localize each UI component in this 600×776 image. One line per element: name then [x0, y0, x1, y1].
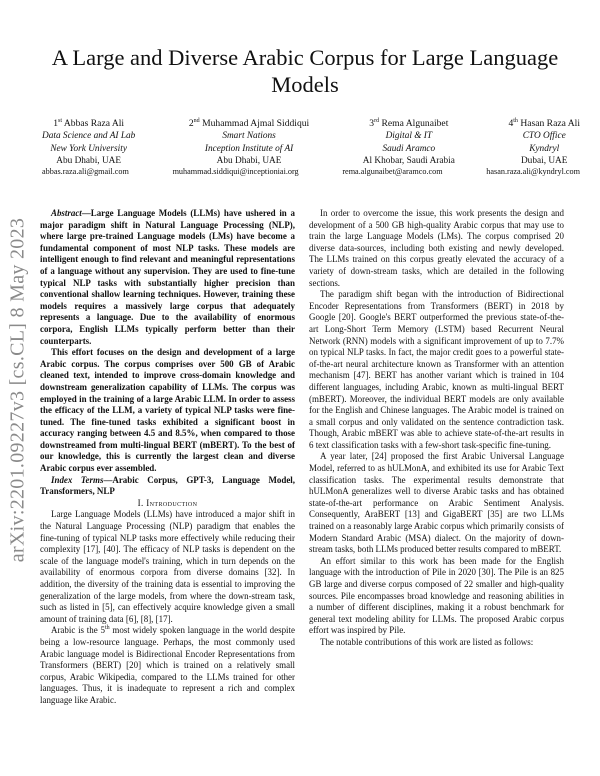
author-name: Muhammad Ajmal Siddiqui: [202, 118, 310, 129]
author-location: Al Khobar, Saudi Arabia: [362, 156, 455, 167]
arxiv-identifier: arXiv:2201.09227v3 [cs.CL] 8 May 2023: [6, 217, 29, 563]
abstract-paragraph-1: [40, 208, 295, 347]
author-ordinal-suffix: rd: [374, 118, 380, 124]
index-terms-label: Index Terms: [51, 474, 104, 485]
intro-paragraph-2-start: Arabic is the 5: [51, 625, 105, 636]
ordinal-suffix: th: [104, 625, 110, 632]
author-ordinal-suffix: nd: [193, 118, 200, 124]
author-location: Abu Dhabi, UAE: [216, 156, 282, 167]
right-paragraph-4: An effort similar to this work has been made for the English language with the introduction of Pile in 2020 [30]. The Pile is an 825 GB large and diverse corpus composed of 22 smaller and high-quality sources. Pile encompasses broad knowledge and reasoning abilities in a number of different disciplines, making it a robust benchmark for general text modeling ability for LLMs. The proposed Arabic corpus effort was inspired by Pile.: [309, 555, 564, 636]
author-affiliation: Data Science and AI Lab: [42, 131, 136, 142]
author-1: [42, 118, 135, 168]
author-name: Abbas Raza Ali: [63, 118, 125, 129]
right-paragraph-2: The paradigm shift began with the introduction of Bidirectional Encoder Representations from Transformers (BERT) in 2018 by Google [20]. Google's BERT outperformed the previous state-of-the-art Long-Short Term Memory (LSTM) based Recurrent Neural Network (RNN) models with a significant improvement of up to 7.7% on typical NLP tasks. In fact, the major credit goes to a powerful state-of-the-art neural architecture known as Transformer with an attention mechanism [47]. BERT has another variant which is trained in 104 different languages, including Arabic, known as multi-lingual BERT (mBERT). Moreover, the individual BERT models are only available for the English and Chinese languages. The Arabic model is trained on a small corpus and only validated on the sentence contradiction task. Though, Arabic mBERT was able to achieve state-of-the-art results in 6 text classification tasks with a few-short task-specific fine-tuning.: [309, 289, 564, 450]
right-paragraph-5: The notable contributions of this work are listed as follows:: [320, 636, 534, 647]
author-email[interactable]: muhammad.siddiqui@inceptioniai.org: [172, 167, 299, 176]
left-column: [40, 208, 295, 707]
author-affiliation: Smart Nations: [222, 131, 276, 142]
author-email[interactable]: rema.algunaibet@aramco.com: [342, 167, 443, 176]
author-block: [42, 118, 580, 168]
author-affiliation: CTO Office: [522, 131, 566, 142]
intro-paragraph-2-rest: most widely spoken language in the world despite being a low-resource language. Perhaps, the most commonly used Arabic language model is Bidirectional Encoder Representations from Transformers (BERT) [20] which is trained on a relatively small corpus, Arabic Wikipedia, compared to the LLMs trained for other languages. Thus, it is inadequate to represent a rich and complex language like Arabic.: [40, 625, 295, 705]
author-ordinal: 1: [53, 118, 58, 129]
author-ordinal: 2: [188, 118, 194, 129]
author-ordinal-suffix: th: [513, 118, 518, 124]
author-institution: Kyndryl: [529, 143, 560, 154]
section-heading-introduction: I. Introduction: [137, 497, 198, 508]
abstract-label: Abstract: [51, 208, 82, 218]
author-ordinal-suffix: st: [57, 118, 62, 124]
author-institution: Saudi Aramco: [382, 143, 436, 154]
author-4: [508, 118, 580, 168]
author-email[interactable]: abbas.raza.ali@gmail.com: [42, 167, 129, 176]
right-paragraph-1: In order to overcome the issue, this work presents the design and development of a 500 GB high-quality Arabic corpus that may use to train the large Language Models (LMs). The corpus comprised 20 diverse data-sources, including both existing and newly developed. The LLMs trained on this corpus greatly elevated the accuracy of a variety of down-stream tasks, which are detailed in the following sections.: [309, 208, 564, 288]
intro-paragraph-1: Large Language Models (LLMs) have introduced a major shift in the Natural Language Processing (NLP) paradigm that enables the fine-tuning of typical NLP tasks more effectively while reducing their complexity [17], [40]. The efficacy of NLP tasks is dependent on the scale of the language model's training, which in turn depends on the availability of enormous corpora from diverse domains [32]. In addition, the diversity of the training data is essential to improving the generalization of the large models, from where the down-stream task, such as listed in [5], can effectively acquire knowledge given a small amount of training data [6], [8], [17].: [40, 509, 295, 624]
author-institution: Inception Institute of AI: [204, 143, 294, 154]
author-institution: New York University: [50, 143, 127, 154]
author-name: Rema Algunaibet: [381, 118, 449, 129]
author-ordinal: 4: [508, 118, 514, 129]
index-terms: [40, 475, 295, 498]
index-terms-text: —Arabic Corpus, GPT-3, Language Model, Transformers, NLP: [40, 474, 296, 497]
author-ordinal: 3: [369, 118, 375, 129]
paper-title: A Large and Diverse Arabic Corpus for Large Language Models: [51, 45, 559, 97]
author-location: Dubai, UAE: [520, 156, 568, 167]
right-paragraph-3: A year later, [24] proposed the first Arabic Universal Language Model, referred to as hULMonA, and exhibited its use for Arabic Text classification tasks. The experimental results demonstrate that hULMonA generalizes well to diverse Arabic tasks and has obtained state-of-the-art performance on Arabic Sentiment Analysis. Consequently, AraBERT [13] and GigaBERT [35] are two LLMs trained on a reasonably large Arabic corpus which primarily consists of Modern Standard Arabic (MSA) dialect. On the majority of down-stream tasks, both LLMs produced better results compared to mBERT.: [309, 451, 564, 555]
arxiv-identifier-stamp: [4, 170, 32, 610]
intro-paragraph-2: [40, 625, 295, 706]
author-3: [363, 118, 455, 168]
author-2: [189, 118, 309, 168]
author-email[interactable]: hasan.raza.ali@kyndryl.com: [486, 167, 580, 176]
author-location: Abu Dhabi, UAE: [56, 156, 122, 167]
abstract-text: —Large Language Models (LLMs) have ushered in a major paradigm shift in Natural Language Processing (NLP), where large pre-trained Language models (LMs) have become a fundamental component of most NLP tasks. These models are intelligent enough to find relevant and meaningful representations of a language without any supervision. They are used to fine-tune typical NLP tasks with substantially higher precision than conventional shallow learning techniques. However, training these models requires a massively large corpus that adequately represents a language. Due to the availability of enormous corpora, English LLMs typically perform better than their counterparts.: [40, 208, 295, 346]
abstract-paragraph-2: This effort focuses on the design and development of a large Arabic corpus. The corpus comprises over 500 GB of Arabic cleaned text, intended to improve cross-domain knowledge and downstream generalization capability of LLMs. The corpus was employed in the training of a large Arabic LLM. In order to assess the efficacy of the LLM, a variety of typical NLP tasks were fine-tuned. The fine-tuned tasks exhibited a significant boost in accuracy ranging between 4.5 and 8.5%, when compared to those downstreamed from multi-lingual BERT (mBERT). To the best of our knowledge, this is currently the largest clean and diverse Arabic corpus ever assembled.: [40, 347, 295, 474]
author-affiliation: Digital & IT: [385, 131, 433, 142]
author-emails: [42, 167, 580, 176]
right-column: [309, 208, 564, 649]
author-name: Hasan Raza Ali: [520, 118, 580, 129]
